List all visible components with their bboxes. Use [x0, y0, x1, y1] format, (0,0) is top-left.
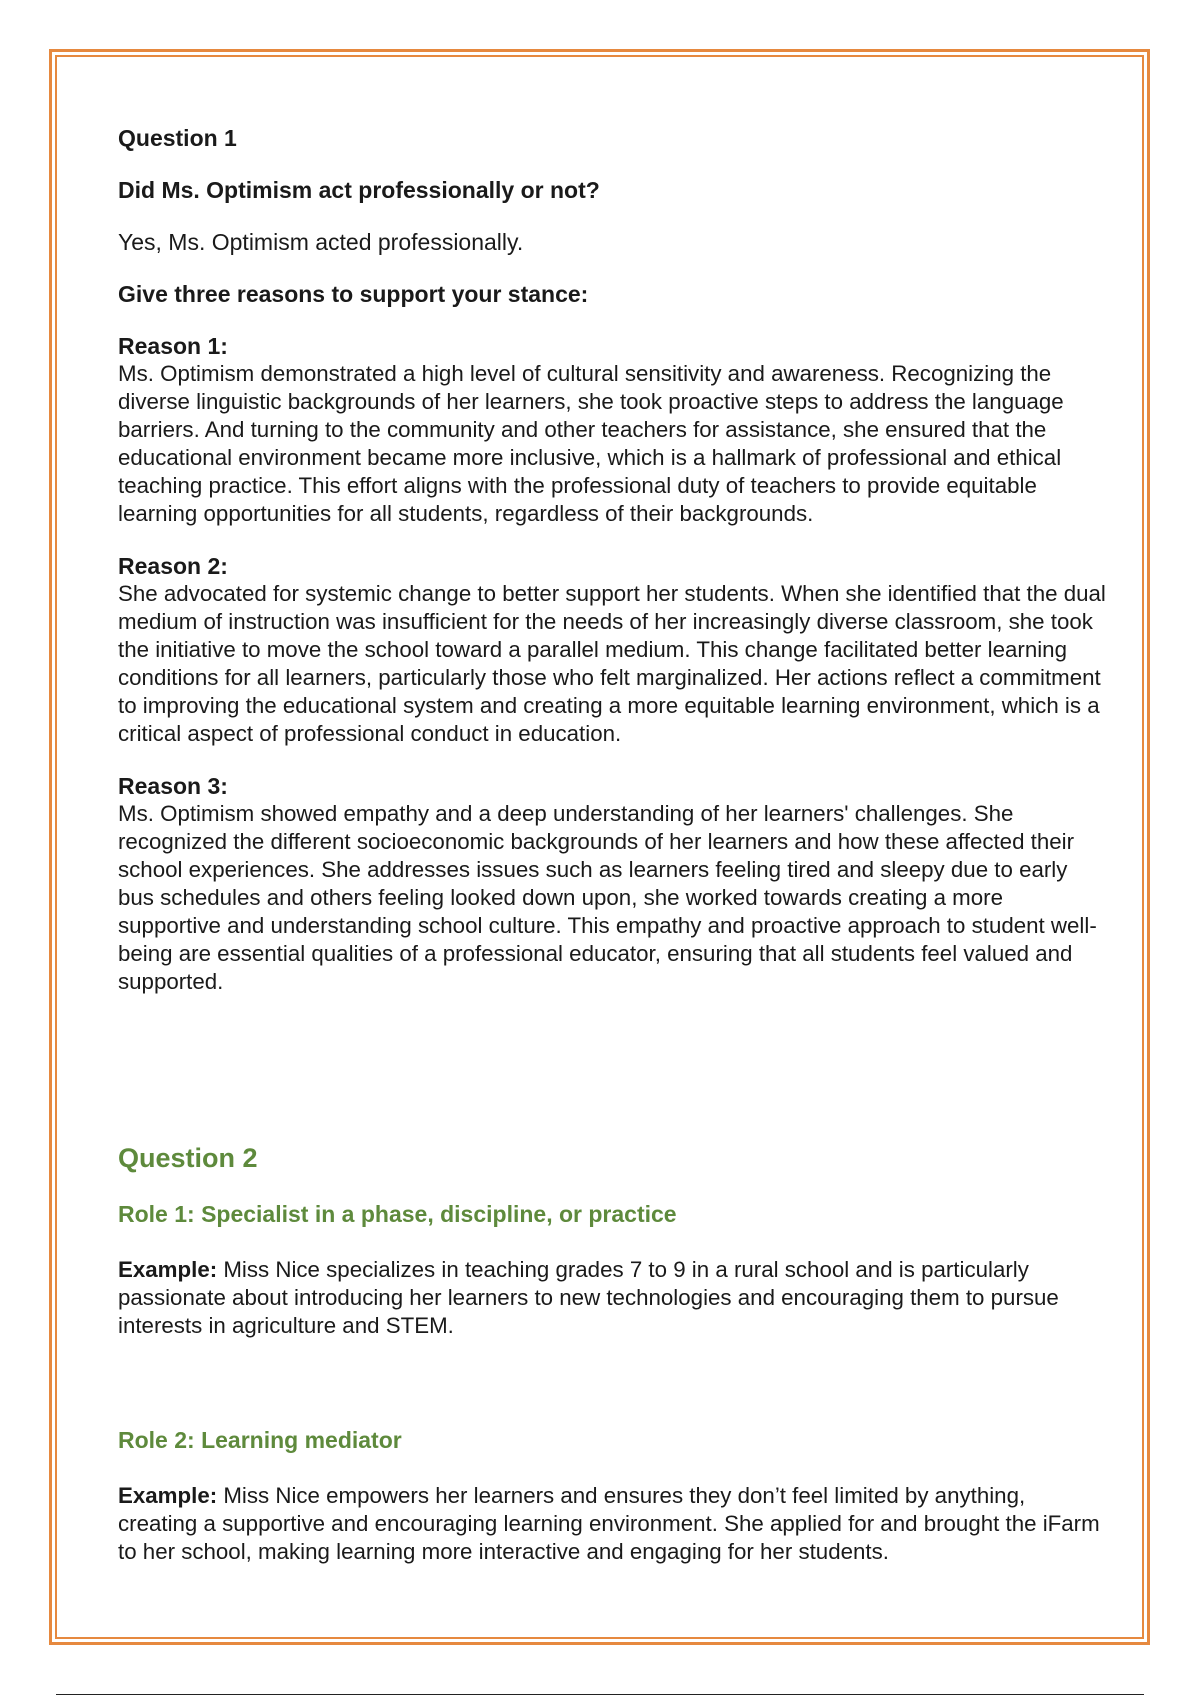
reasons-prompt: Give three reasons to support your stance: — [118, 281, 589, 307]
reason-3 — [118, 772, 1108, 996]
role-2-example — [118, 1482, 1108, 1566]
question-2-title: Question 2 — [118, 1143, 258, 1173]
role-1-example-label: Example: — [118, 1257, 218, 1282]
document-content — [118, 124, 1108, 1566]
bottom-rule — [56, 1694, 1144, 1695]
role-1-example — [118, 1256, 1108, 1340]
reason-2 — [118, 552, 1108, 748]
role-2-example-text: Miss Nice empowers her learners and ensures they don’t feel limited by anything, creating a supportive and encouraging learning environment. She applied for and brought the iFarm to her school, making learning more interactive and engaging for her students. — [118, 1483, 1100, 1564]
role-2-example-label: Example: — [118, 1483, 218, 1508]
question-1-prompt: Did Ms. Optimism act professionally or not? — [118, 177, 600, 203]
reason-2-label: Reason 2: — [118, 553, 228, 579]
question-1-title: Question 1 — [118, 125, 237, 151]
role-1-title: Role 1: Specialist in a phase, discipline, or practice — [118, 1201, 677, 1227]
reason-1-label: Reason 1: — [118, 333, 228, 359]
reason-3-label: Reason 3: — [118, 773, 228, 799]
role-1-example-text: Miss Nice specializes in teaching grades 7 to 9 in a rural school and is particularly passionate about introducing her learners to new technologies and encouraging them to pursue interests in agriculture and STEM. — [118, 1257, 1059, 1338]
role-2-title: Role 2: Learning mediator — [118, 1427, 402, 1453]
question-1-answer: Yes, Ms. Optimism acted professionally. — [118, 229, 524, 255]
reason-1-text: Ms. Optimism demonstrated a high level of cultural sensitivity and awareness. Recognizing the diverse linguistic backgrounds of her learners, she took proactive steps to address the language barriers. And turning to the community and other teachers for assistance, she ensured that the educational environment became more inclusive, which is a hallmark of professional and ethical teaching practice. This effort aligns with the professional duty of teachers to provide equitable learning opportunities for all students, regardless of their backgrounds. — [118, 361, 1064, 526]
reason-3-text: Ms. Optimism showed empathy and a deep understanding of her learners' challenges. She recognized the different socioeconomic backgrounds of her learners and how these affected their school experiences. She addresses issues such as learners feeling tired and sleepy due to early bus schedules and others feeling looked down upon, she worked towards creating a more supportive and understanding school culture. This empathy and proactive approach to student well-being are essential qualities of a professional educator, ensuring that all students feel valued and supported. — [118, 801, 1097, 994]
reason-2-text: She advocated for systemic change to better support her students. When she identified that the dual medium of instruction was insufficient for the needs of her increasingly diverse classroom, she took the initiative to move the school toward a parallel medium. This change facilitated better learning conditions for all learners, particularly those who felt marginalized. Her actions reflect a commitment to improving the educational system and creating a more equitable learning environment, which is a critical aspect of professional conduct in education. — [118, 581, 1106, 746]
reason-1 — [118, 332, 1108, 528]
